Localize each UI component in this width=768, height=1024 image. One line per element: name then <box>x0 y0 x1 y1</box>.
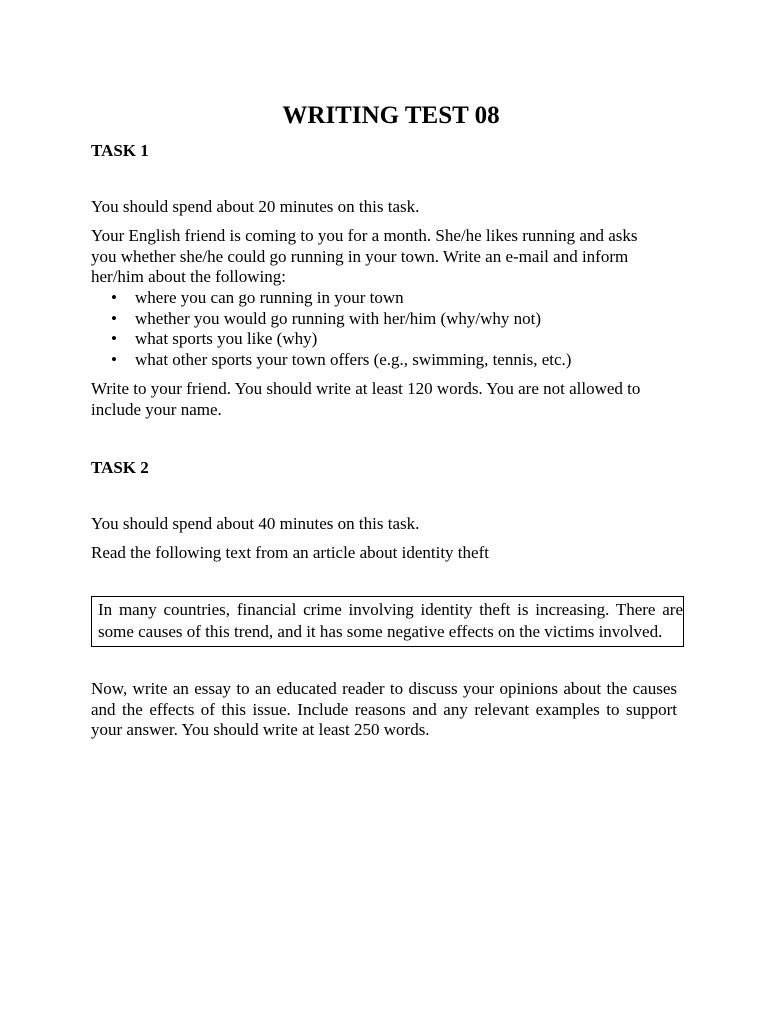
bullet-text: whether you would go running with her/him (why/why not) <box>135 308 542 328</box>
list-item <box>91 288 681 309</box>
task2-heading: TASK 2 <box>91 458 149 477</box>
task1-prompt: Your English friend is coming to you for a month. She/he likes running and asks you whether she/he could go running in your town. Write an e-mail and inform her/him about the following: <box>91 226 638 286</box>
task1-heading: TASK 1 <box>91 141 149 160</box>
task2-time-note: You should spend about 40 minutes on this task. <box>91 514 420 533</box>
task2-intro: Read the following text from an article about identity theft <box>91 543 489 562</box>
bullet-text: where you can go running in your town <box>135 288 404 307</box>
page-title: WRITING TEST 08 <box>282 102 500 129</box>
task2-instruction: Now, write an essay to an educated reader to discuss your opinions about the causes and the effects of this issue. Include reasons and any relevant examples to support your answer. You should write at least 250 words. <box>91 679 677 739</box>
list-item <box>91 309 681 330</box>
bullet-icon: • <box>111 308 117 328</box>
bullet-icon: • <box>111 349 117 369</box>
list-item <box>91 329 681 350</box>
bullet-text: what sports you like (why) <box>135 329 318 348</box>
bullet-icon: • <box>111 288 117 307</box>
task1-instruction: Write to your friend. You should write at least 120 words. You are not allowed to include your name. <box>91 379 641 419</box>
bullet-icon: • <box>111 329 117 348</box>
task1-bullet-list <box>91 288 681 370</box>
article-quote-box: In many countries, financial crime involving identity theft is increasing. There are some causes of this trend, and it has some negative effects on the victims involved. <box>91 596 684 647</box>
task1-time-note: You should spend about 20 minutes on this task. <box>91 197 420 216</box>
list-item <box>91 350 681 371</box>
bullet-text: what other sports your town offers (e.g., swimming, tennis, etc.) <box>135 349 572 369</box>
